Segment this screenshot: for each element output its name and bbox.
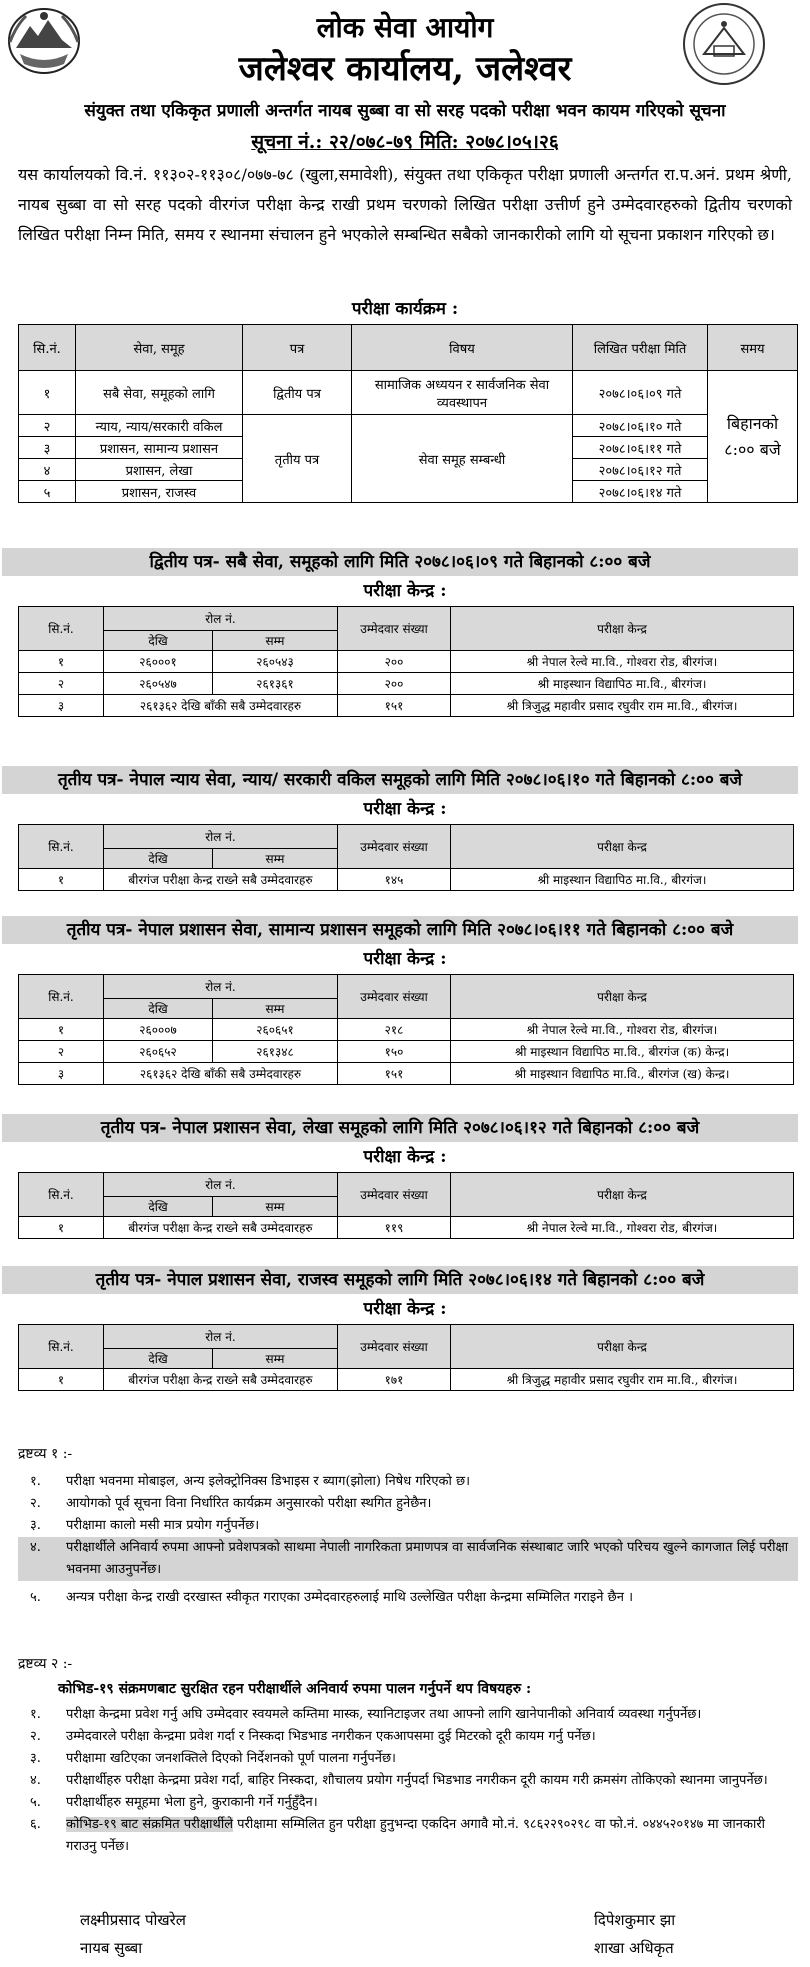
item-text: परीक्षामा खटिएका जनशक्तिले दिएको निर्देशनको पूर्ण पालना गर्नुपर्नेछ।	[66, 1751, 396, 1766]
cell-count: २००	[338, 651, 451, 673]
cell-paper: तृतीय पत्र	[243, 415, 352, 503]
cell-count: १५१	[338, 695, 451, 717]
cell-sn: ३	[19, 437, 76, 459]
cell-center: श्री नेपाल रेल्वे मा.वि., गोश्वरा रोड, बीरगंज।	[451, 1217, 794, 1239]
item-text: परीक्षामा कालो मसी मात्र प्रयोग गर्नुपर्नेछ।	[66, 1518, 260, 1533]
list-item	[18, 1493, 798, 1515]
time-line-1: बिहानको	[726, 413, 779, 433]
note-2	[18, 1654, 798, 1858]
section-banner: तृतीय पत्र- नेपाल न्याय सेवा, न्याय/ सरकारी वकिल समूहको लागि मिति २०७८।०६।१० गते बिहानको ८:०० बजे	[2, 766, 798, 794]
list-item	[18, 1704, 798, 1726]
col-roll: रोल नं.	[104, 1173, 338, 1197]
col-sn: सि.नं.	[19, 1173, 104, 1217]
table-row	[19, 371, 798, 415]
intro-paragraph: यस कार्यालयको वि.नं. ११३०२-११३०८/०७७-७८ (खुला,समावेशी), संयुक्त तथा एकिकृत परीक्षा प्रणाली अन्तर्गत रा.प.अनं. प्रथम श्रेणी, नायब सुब्बा वा सो सरह पदको वीरगंज परीक्षा केन्द्र राखी प्रथम चरणको लिखित परीक्षा उत्तीर्ण हुने उम्मेदवारहरुको द्वितीय चरणको लिखित परीक्षा निम्न मिति, समय र स्थानमा संचालन हुने भएकोले सम्बन्धित सबैको जानकारीको लागि यो सूचना प्रकाशन गरिएको छ।	[18, 165, 792, 244]
cell-from: २६०००१	[104, 651, 213, 673]
cell-center: श्री त्रिजुद्ध महावीर प्रसाद रघुवीर राम मा.वि., बीरगंज।	[451, 1369, 794, 1391]
cell-date: २०७८।०६।०९ गते	[573, 371, 708, 415]
signatory-title: शाखा अधिकृत	[594, 1939, 674, 1957]
col-count: उम्मेदवार संख्या	[338, 1173, 451, 1217]
col-to: सम्म	[213, 1197, 338, 1217]
table-row	[19, 1369, 794, 1391]
table-row	[19, 415, 798, 437]
list-item	[18, 1471, 798, 1493]
program-title: परीक्षा कार्यक्रम :	[351, 299, 459, 319]
list-item	[18, 1814, 798, 1858]
center-label: परीक्षा केन्द्र :	[363, 581, 447, 601]
item-text: परीक्षा केन्द्रमा प्रवेश गर्नु अघि उम्मेदवार स्वयमले कम्तिमा मास्क, स्यानिटाइजर तथा आफ्नो लागि खानेपानीको अनिवार्य व्यवस्था गर्नुपर्नेछ।	[66, 1707, 702, 1722]
col-from: देखि	[104, 999, 213, 1019]
col-from: देखि	[104, 849, 213, 869]
cell-from: २६०५४७	[104, 673, 213, 695]
table-row	[19, 695, 794, 717]
col-from: देखि	[104, 1197, 213, 1217]
signatory-name: लक्ष्मीप्रसाद पोखरेल	[80, 1911, 186, 1929]
item-text: उम्मेदवारले परीक्षा केन्द्रमा प्रवेश गर्दा र निस्कदा भिडभाड नगरीकन एकआपसमा दुई मिटरको दूरी कायम गर्नु पर्नेछ।	[66, 1729, 596, 1744]
item-number: १.	[30, 1707, 41, 1722]
cell-service: सबै सेवा, समूहको लागि	[76, 371, 243, 415]
col-to: सम्म	[213, 1349, 338, 1369]
list-item	[18, 1726, 798, 1748]
item-text: आयोगको पूर्व सूचना विना निर्धारित कार्यक्रम अनुसारको परीक्षा स्थगित हुनेछैन।	[66, 1496, 432, 1511]
col-to: सम्म	[213, 631, 338, 651]
item-number: ३.	[30, 1518, 41, 1533]
col-sn: सि.नं.	[19, 325, 76, 371]
cell-sn: ३	[19, 1063, 104, 1085]
cell-count: ११९	[338, 1217, 451, 1239]
office-name: जलेश्वर कार्यालय, जलेश्वर	[238, 49, 572, 89]
cell-date: २०७८।०६।११ गते	[573, 437, 708, 459]
cell-sn: १	[19, 1019, 104, 1041]
center-label: परीक्षा केन्द्र :	[363, 799, 447, 819]
cell-sn: २	[19, 1041, 104, 1063]
cell-center: श्री माइस्थान विद्यापिठ मा.वि., बीरगंज (ख) केन्द्र।	[451, 1063, 794, 1085]
exam-program-table	[18, 324, 798, 503]
item-number: ५.	[30, 1795, 41, 1810]
item-text: परीक्षा भवनमा मोबाइल, अन्य इलेक्ट्रोनिक्स डिभाइस र ब्याग(झोला) निषेध गरिएको छ।	[66, 1474, 471, 1489]
col-count: उम्मेदवार संख्या	[338, 1325, 451, 1369]
cell-subject: सेवा समूह सम्बन्धी	[352, 415, 573, 503]
item-number: ३.	[30, 1751, 41, 1766]
cell-range: बीरगंज परीक्षा केन्द्र राख्ने सबै उम्मेदवारहरु	[104, 1369, 338, 1391]
list-item	[18, 1587, 798, 1609]
cell-center: श्री माइस्थान विद्यापिठ मा.वि., बीरगंज।	[451, 869, 794, 891]
table-row	[19, 651, 794, 673]
cell-range: २६१३६२ देखि बाँकी सबै उम्मेदवारहरु	[104, 1063, 338, 1085]
list-item	[18, 1515, 798, 1537]
col-roll: रोल नं.	[104, 975, 338, 999]
col-count: उम्मेदवार संख्या	[338, 825, 451, 869]
col-from: देखि	[104, 1349, 213, 1369]
cell-service: प्रशासन, राजस्व	[76, 481, 243, 503]
center-table	[18, 824, 794, 891]
col-count: उम्मेदवार संख्या	[338, 975, 451, 1019]
col-from: देखि	[104, 631, 213, 651]
cell-range: बीरगंज परीक्षा केन्द्र राख्ने सबै उम्मेदवारहरु	[104, 1217, 338, 1239]
col-count: उम्मेदवार संख्या	[338, 607, 451, 651]
col-center: परीक्षा केन्द्र	[451, 1325, 794, 1369]
cell-center: श्री त्रिजुद्ध महावीर प्रसाद रघुवीर राम मा.वि., बीरगंज।	[451, 695, 794, 717]
cell-range: २६१३६२ देखि बाँकी सबै उम्मेदवारहरु	[104, 695, 338, 717]
table-row	[19, 1217, 794, 1239]
cell-service: प्रशासन, लेखा	[76, 459, 243, 481]
signature-right	[594, 1910, 675, 1958]
list-item	[18, 1770, 798, 1792]
cell-sn: १	[19, 869, 104, 891]
cell-sn: ३	[19, 695, 104, 717]
col-sn: सि.नं.	[19, 1325, 104, 1369]
cell-sn: २	[19, 415, 76, 437]
cell-count: २१८	[338, 1019, 451, 1041]
cell-from: २६०६५२	[104, 1041, 213, 1063]
col-time: समय	[708, 325, 798, 371]
item-number: ४.	[30, 1540, 41, 1555]
col-sn: सि.नं.	[19, 607, 104, 651]
item-number: २.	[30, 1729, 41, 1744]
time-line-2: ८:०० बजे	[724, 439, 781, 459]
item-number: ५.	[30, 1590, 41, 1605]
center-table	[18, 1172, 794, 1239]
item-number: २.	[30, 1496, 41, 1511]
col-center: परीक्षा केन्द्र	[451, 825, 794, 869]
list-item	[18, 1748, 798, 1770]
notice-reference: सूचना नं.: २२/०७८-७९ मिति: २०७८।०५।२६	[251, 131, 559, 153]
item-text-rest: परीक्षामा सम्मिलित हुन परीक्षा हुनुभन्दा एकदिन अगावै मो.नं. ९८६२२९०२९८ वा फो.नं. ०४४५२०१४७ मा जानकारी गराउनु पर्नेछ।	[66, 1817, 766, 1854]
cell-sn: ४	[19, 459, 76, 481]
col-roll: रोल नं.	[104, 1325, 338, 1349]
col-subject: विषय	[352, 325, 573, 371]
cell-center: श्री नेपाल रेल्वे मा.वि., गोश्वरा रोड, बीरगंज।	[451, 651, 794, 673]
col-sn: सि.नं.	[19, 825, 104, 869]
note-1-title: द्रष्टव्य १ :-	[18, 1446, 73, 1462]
cell-sn: १	[19, 1369, 104, 1391]
cell-count: १५०	[338, 1041, 451, 1063]
list-item	[18, 1537, 798, 1581]
col-center: परीक्षा केन्द्र	[451, 607, 794, 651]
cell-paper: द्वितीय पत्र	[243, 371, 352, 415]
cell-sn: २	[19, 673, 104, 695]
table-row	[19, 673, 794, 695]
cell-from: २६०००७	[104, 1019, 213, 1041]
cell-count: २००	[338, 673, 451, 695]
section-banner: तृतीय पत्र- नेपाल प्रशासन सेवा, राजस्व समूहको लागि मिति २०७८।०६।१४ गते बिहानको ८:०० बजे	[2, 1266, 798, 1294]
note-2-heading: कोभिड-१९ संक्रमणबाट सुरक्षित रहन परीक्षार्थीले अनिवार्य रुपमा पालन गर्नुपर्ने थप विषयहरु :	[58, 1681, 532, 1697]
col-paper: पत्र	[243, 325, 352, 371]
section-banner: तृतीय पत्र- नेपाल प्रशासन सेवा, लेखा समूहको लागि मिति २०७८।०६।१२ गते बिहानको ८:०० बजे	[2, 1114, 798, 1142]
table-row	[19, 869, 794, 891]
item-number: ४.	[30, 1773, 41, 1788]
col-center: परीक्षा केन्द्र	[451, 1173, 794, 1217]
table-row	[19, 1019, 794, 1041]
cell-service: प्रशासन, सामान्य प्रशासन	[76, 437, 243, 459]
cell-subject: सामाजिक अध्ययन र सार्वजनिक सेवा व्यवस्थापन	[352, 371, 573, 415]
center-label: परीक्षा केन्द्र :	[363, 1147, 447, 1167]
cell-service: न्याय, न्याय/सरकारी वकिल	[76, 415, 243, 437]
item-text: परीक्षार्थीले अनिवार्य रुपमा आफ्नो प्रवेशपत्रको साथमा नेपाली नागरिकता प्रमाणपत्र वा सार्वजनिक संस्थाबाट जारि भएको परिचय खुल्ने कागजात लिई परीक्षा भवनमा आउनुपर्नेछ।	[66, 1540, 789, 1577]
col-center: परीक्षा केन्द्र	[451, 975, 794, 1019]
item-text: परीक्षार्थीहरु परीक्षा केन्द्रमा प्रवेश गर्दा, बाहिर निस्कदा, शौचालय प्रयोग गर्नुपर्दा भिडभाड नगरीकन दूरी कायम गरी क्रमसंग तोकिएको स्थानमा जानुपर्नेछ।	[66, 1773, 768, 1788]
cell-to: २६१३४८	[213, 1041, 338, 1063]
cell-count: १४५	[338, 869, 451, 891]
cell-date: २०७८।०६।१२ गते	[573, 459, 708, 481]
cell-sn: १	[19, 651, 104, 673]
col-date: लिखित परीक्षा मिति	[573, 325, 708, 371]
cell-range: बीरगंज परीक्षा केन्द्र राख्ने सबै उम्मेदवारहरु	[104, 869, 338, 891]
col-roll: रोल नं.	[104, 825, 338, 849]
org-name: लोक सेवा आयोग	[316, 11, 494, 44]
notice-subject: संयुक्त तथा एकिकृत प्रणाली अन्तर्गत नायब सुब्बा वा सो सरह पदको परीक्षा भवन कायम गरिएको सूचना	[84, 101, 726, 121]
cell-center: श्री माइस्थान विद्यापिठ मा.वि., बीरगंज।	[451, 673, 794, 695]
cell-time	[708, 371, 798, 503]
item-text: परीक्षार्थीहरु समूहमा भेला हुने, कुराकानी गर्ने गर्नुहुँदैन।	[66, 1795, 318, 1810]
col-service: सेवा, समूह	[76, 325, 243, 371]
cell-center: श्री नेपाल रेल्वे मा.वि., गोश्वरा रोड, बीरगंज।	[451, 1019, 794, 1041]
cell-count: १५१	[338, 1063, 451, 1085]
list-item	[18, 1792, 798, 1814]
col-to: सम्म	[213, 999, 338, 1019]
cell-sn: १	[19, 1217, 104, 1239]
cell-to: २६१३६१	[213, 673, 338, 695]
center-table	[18, 606, 794, 717]
cell-count: १७१	[338, 1369, 451, 1391]
center-label: परीक्षा केन्द्र :	[363, 1299, 447, 1319]
section-banner: तृतीय पत्र- नेपाल प्रशासन सेवा, सामान्य प्रशासन समूहको लागि मिति २०७८।०६।११ गते बिहानको ८:०० बजे	[2, 916, 798, 944]
cell-date: २०७८।०६।१४ गते	[573, 481, 708, 503]
item-number: १.	[30, 1474, 41, 1489]
note-1	[18, 1444, 798, 1609]
item-text	[66, 1814, 798, 1858]
cell-center: श्री माइस्थान विद्यापिठ मा.वि., बीरगंज (क) केन्द्र।	[451, 1041, 794, 1063]
col-to: सम्म	[213, 849, 338, 869]
table-row	[19, 1063, 794, 1085]
table-row	[19, 1041, 794, 1063]
section-banner: द्वितीय पत्र- सबै सेवा, समूहको लागि मिति २०७८।०६।०९ गते बिहानको ८:०० बजे	[2, 548, 798, 576]
signatory-name: दिपेशकुमार झा	[594, 1911, 676, 1929]
col-roll: रोल नं.	[104, 607, 338, 631]
center-table	[18, 1324, 794, 1391]
cell-sn: १	[19, 371, 76, 415]
note-2-title: द्रष्टव्य २ :-	[18, 1656, 73, 1672]
cell-date: २०७८।०६।१० गते	[573, 415, 708, 437]
item-text-highlight: कोभिड-१९ बाट संक्रमित परीक्षार्थीले	[66, 1817, 234, 1832]
col-sn: सि.नं.	[19, 975, 104, 1019]
cell-to: २६०५४३	[213, 651, 338, 673]
signature-left	[80, 1910, 186, 1958]
cell-to: २६०६५१	[213, 1019, 338, 1041]
center-label: परीक्षा केन्द्र :	[363, 949, 447, 969]
center-table	[18, 974, 794, 1085]
cell-sn: ५	[19, 481, 76, 503]
item-text: अन्यत्र परीक्षा केन्द्र राखी दरखास्त स्वीकृत गराएका उम्मेदवारहरुलाई माथि उल्लेखित परीक्षा केन्द्रमा सम्मिलित गराइने छैन ।	[66, 1590, 634, 1605]
signatory-title: नायब सुब्बा	[80, 1939, 143, 1957]
item-number: ६.	[30, 1817, 41, 1832]
